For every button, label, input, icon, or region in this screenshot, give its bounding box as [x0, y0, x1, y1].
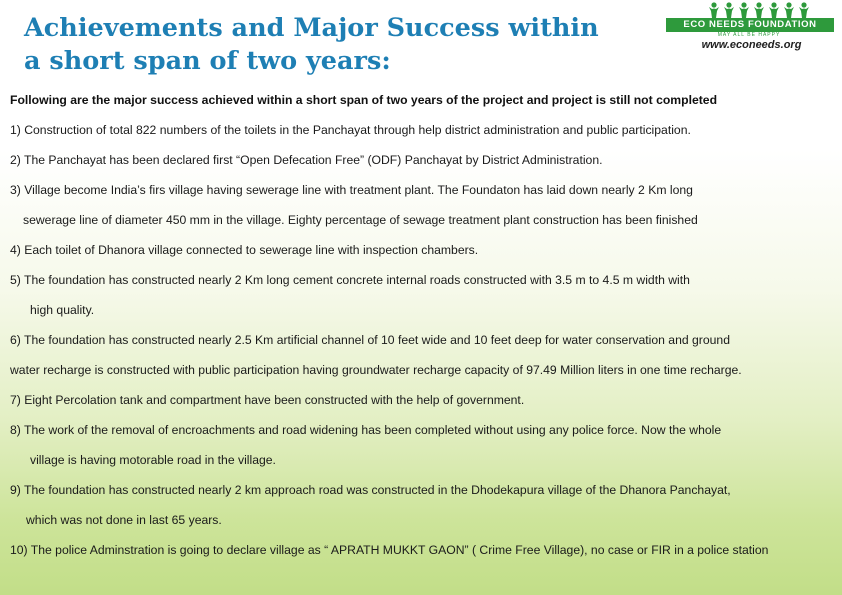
achievement-line-1: 1) Construction of total 822 numbers of the toilets in the Panchayat through help district administration and public participation.	[10, 123, 691, 137]
achievement-line-4: 4) Each toilet of Dhanora village connected to sewerage line with inspection chambers.	[10, 243, 479, 257]
title-line-1: Achievements and Major Success within	[24, 13, 599, 43]
achievement-line-9: 9) The foundation has constructed nearly 2 km approach road was constructed in the Dhodekapura village of the Dhanora Panchayat,	[10, 483, 731, 497]
logo-website-url: www.econeeds.org	[701, 39, 802, 51]
achievement-line-3-continued: sewerage line of diameter 450 mm in the village. Eighty percentage of sewage treatment plant construction has been finished	[23, 213, 698, 227]
achievement-line-10: 10) The police Adminstration is going to declare village as “ APRATH MUKKT GAON” ( Crime Free Village), no case or FIR in a police station	[10, 543, 769, 557]
achievement-line-5: 5) The foundation has constructed nearly 2 Km long cement concrete internal roads constructed with 3.5 m to 4.5 m width with	[10, 273, 690, 287]
logo-tagline: MAY ALL BE HAPPY	[717, 32, 781, 38]
people-row-logo-icon	[704, 2, 814, 18]
title-line-2: a short span of two years:	[24, 46, 391, 76]
achievement-line-6-continued: water recharge is constructed with public participation having groundwater recharge capacity of 97.49 Million liters in one time recharge.	[10, 363, 742, 377]
achievement-line-3: 3) Village become India’s firs village having sewerage line with treatment plant. The Foundaton has laid down nearly 2 Km long	[10, 183, 693, 197]
achievement-line-8: 8) The work of the removal of encroachments and road widening has been completed without using any police force. Now the whole	[10, 423, 722, 437]
logo-foundation-name: ECO NEEDS FOUNDATION	[666, 18, 834, 32]
eco-needs-logo	[664, 2, 838, 52]
intro-text: Following are the major success achieved within a short span of two years of the project and project is still not completed	[10, 93, 718, 107]
achievement-line-9-continued: which was not done in last 65 years.	[26, 513, 222, 527]
page-title	[24, 12, 644, 78]
achievement-line-5-continued: high quality.	[30, 303, 95, 317]
achievement-line-8-continued: village is having motorable road in the village.	[30, 453, 276, 467]
achievement-line-7: 7) Eight Percolation tank and compartment have been constructed with the help of government.	[10, 393, 525, 407]
achievement-line-2: 2) The Panchayat has been declared first “Open Defecation Free” (ODF) Panchayat by District Administration.	[10, 153, 603, 167]
achievement-line-6: 6) The foundation has constructed nearly 2.5 Km artificial channel of 10 feet wide and 10 feet deep for water conservation and ground	[10, 333, 730, 347]
